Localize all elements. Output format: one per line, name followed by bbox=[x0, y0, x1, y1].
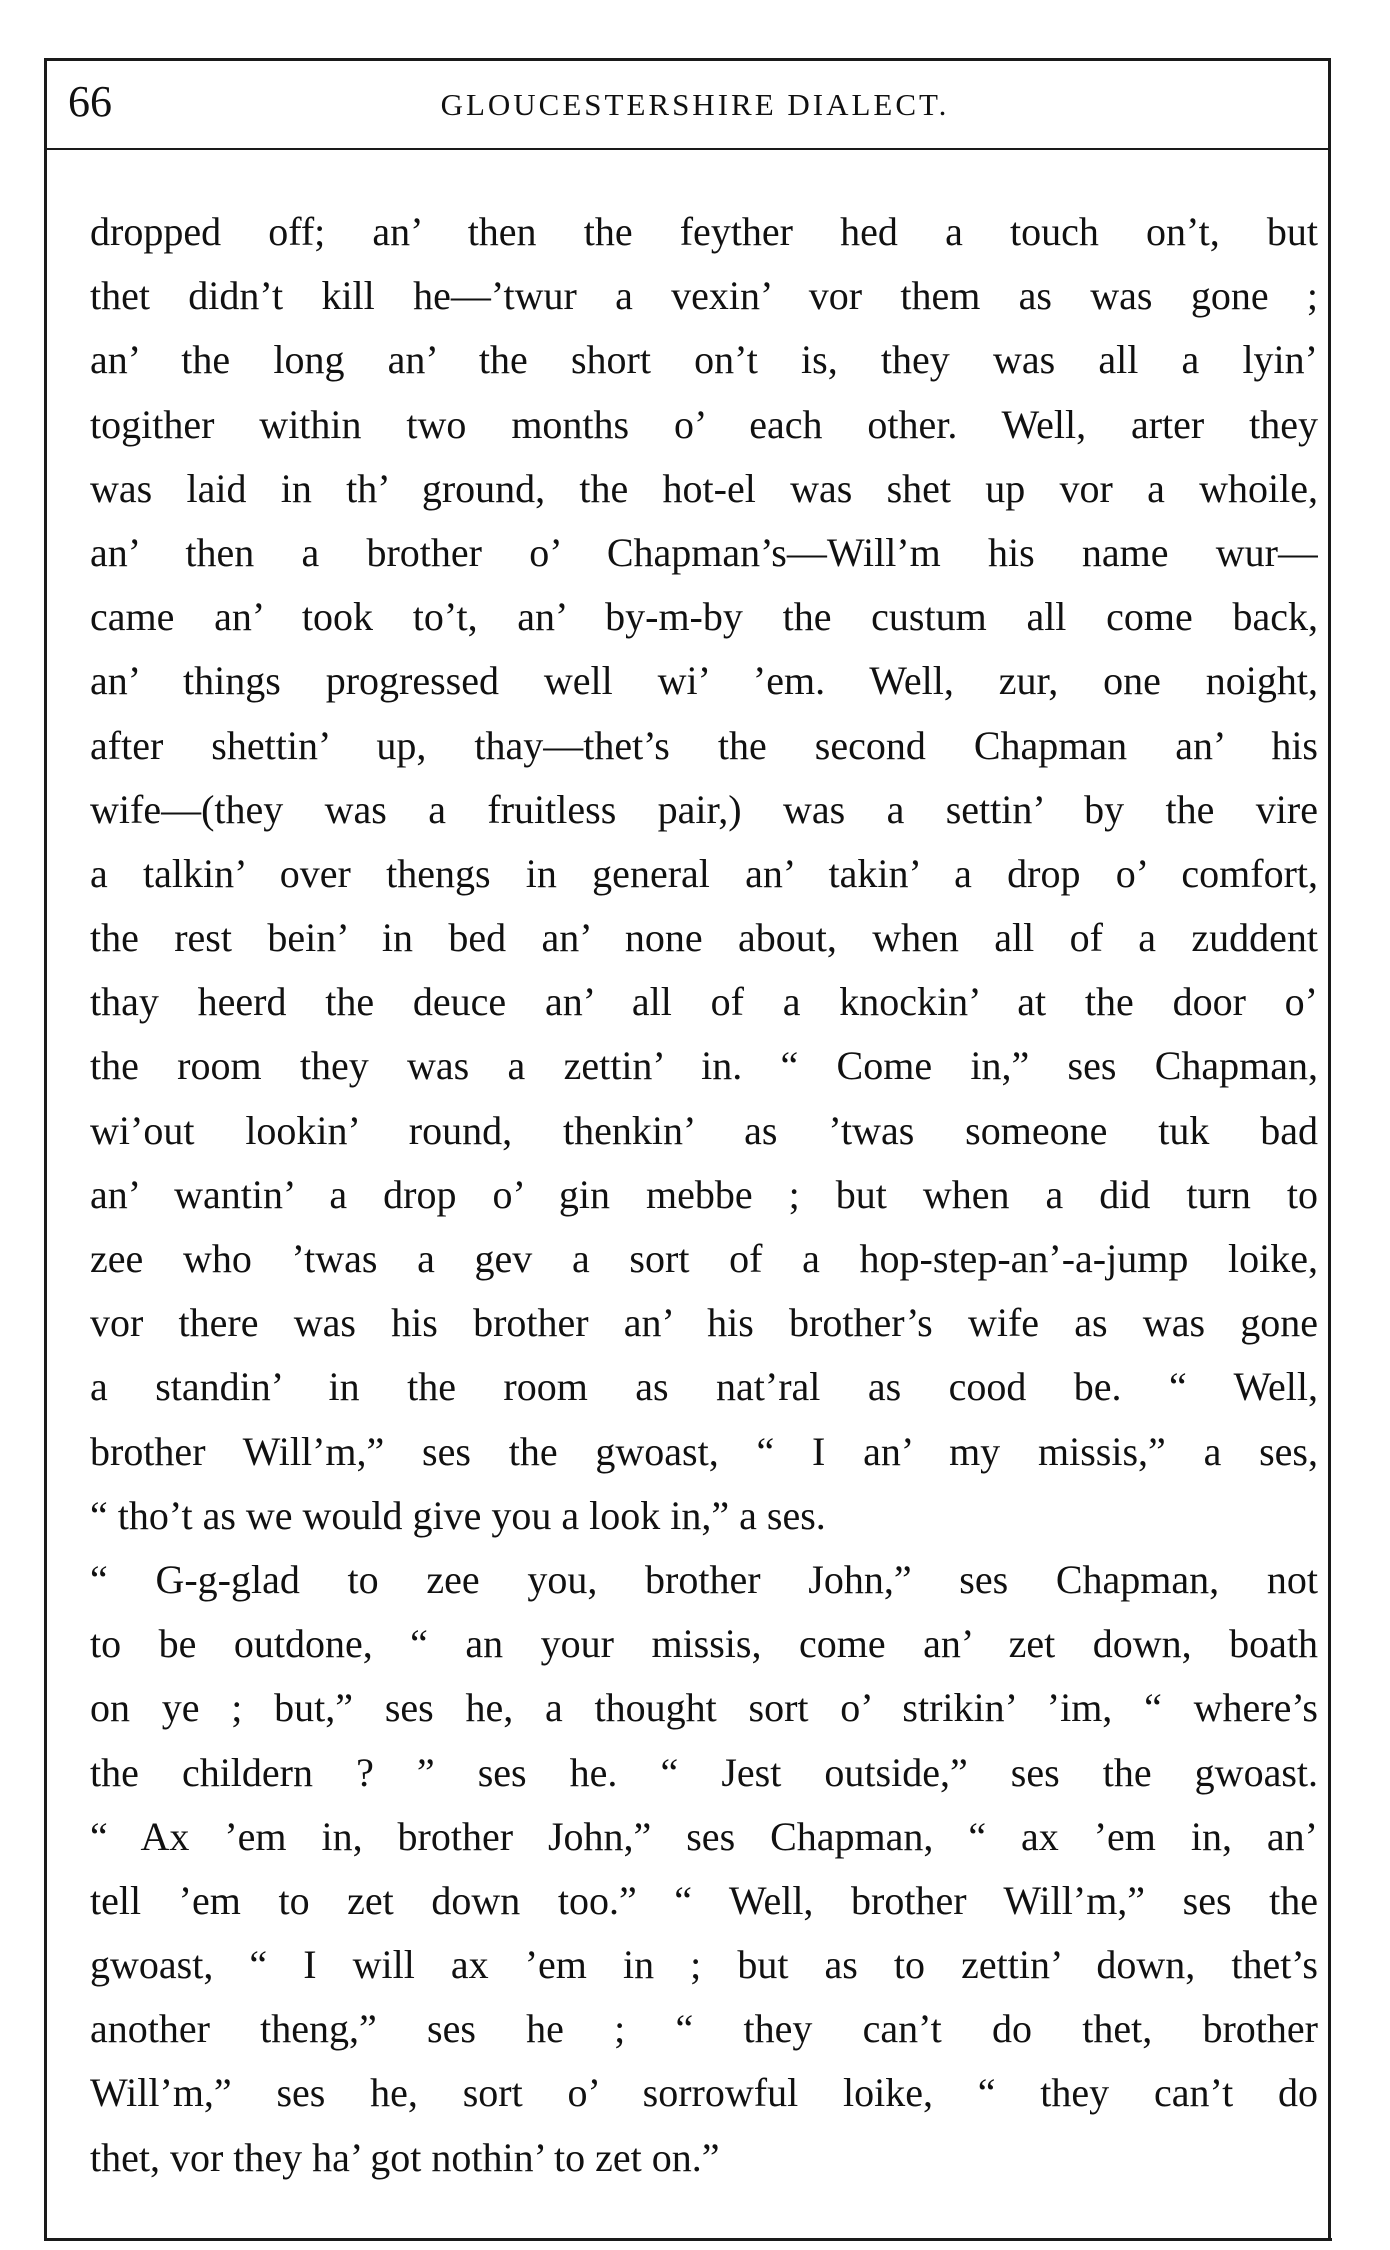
text-line: tell ’em to zet down too.” “ Well, brother Will’m,” ses the bbox=[90, 1877, 1318, 1923]
text-line: wi’out lookin’ round, thenkin’ as ’twas someone tuk bad bbox=[90, 1107, 1318, 1153]
text-line: on ye ; but,” ses he, a thought sort o’ strikin’ ’im, “ where’s bbox=[90, 1685, 1318, 1731]
text-line: thay heerd the deuce an’ all of a knockin’ at the door o’ bbox=[90, 979, 1318, 1025]
text-line: vor there was his brother an’ his brother’s wife as was gone bbox=[90, 1300, 1318, 1346]
text-line: the childern ? ” ses he. “ Jest outside,” ses the gwoast. bbox=[90, 1749, 1318, 1795]
top-rule bbox=[44, 58, 1330, 61]
running-title: GLOUCESTERSHIRE DIALECT. bbox=[440, 87, 950, 122]
text-line: a talkin’ over thengs in general an’ takin’ a drop o’ comfort, bbox=[90, 850, 1318, 896]
text-line: an’ things progressed well wi’ ’em. Well, zur, one noight, bbox=[90, 658, 1318, 704]
text-line: to be outdone, “ an your missis, come an’ zet down, boath bbox=[90, 1621, 1318, 1667]
text-line: an’ wantin’ a drop o’ gin mebbe ; but when a did turn to bbox=[90, 1171, 1318, 1217]
text-line: “ Ax ’em in, brother John,” ses Chapman, “ ax ’em in, an’ bbox=[90, 1813, 1318, 1859]
text-line: togither within two months o’ each other. Well, arter they bbox=[90, 401, 1318, 447]
text-line: gwoast, “ I will ax ’em in ; but as to zettin’ down, thet’s bbox=[90, 1942, 1318, 1988]
text-line: Will’m,” ses he, sort o’ sorrowful loike, “ they can’t do bbox=[90, 2070, 1318, 2116]
text-line: the room they was a zettin’ in. “ Come in,” ses Chapman, bbox=[90, 1043, 1318, 1089]
text-line: was laid in th’ ground, the hot-el was shet up vor a whoile, bbox=[90, 465, 1318, 511]
text-line: “ G-g-glad to zee you, brother John,” ses Chapman, not bbox=[90, 1556, 1318, 1602]
paragraph-last-line: thet, vor they ha’ got nothin’ to zet on.” bbox=[90, 2134, 720, 2180]
text-line: dropped off; an’ then the feyther hed a touch on’t, but bbox=[90, 209, 1318, 254]
text-line: a standin’ in the room as nat’ral as cood be. “ Well, bbox=[90, 1364, 1318, 1410]
paragraph-last-line: “ tho’t as we would give you a look in,” a ses. bbox=[90, 1492, 826, 1538]
text-line: after shettin’ up, thay—thet’s the second Chapman an’ his bbox=[90, 722, 1318, 768]
text-line: came an’ took to’t, an’ by-m-by the custum all come back, bbox=[90, 594, 1318, 640]
text-line: zee who ’twas a gev a sort of a hop-step-an’-a-jump loike, bbox=[90, 1236, 1318, 1281]
text-line: an’ then a brother o’ Chapman’s—Will’m his name wur— bbox=[90, 529, 1318, 575]
text-line: wife—(they was a fruitless pair,) was a settin’ by the vire bbox=[90, 786, 1318, 832]
text-line: the rest bein’ in bed an’ none about, when all of a zuddent bbox=[90, 915, 1318, 961]
page-border-right bbox=[1328, 58, 1331, 2241]
page-border-left bbox=[44, 58, 47, 2241]
body-text bbox=[90, 200, 1318, 2190]
text-line: another theng,” ses he ; “ they can’t do thet, brother bbox=[90, 2006, 1318, 2052]
text-line: brother Will’m,” ses the gwoast, “ I an’ my missis,” a ses, bbox=[90, 1428, 1318, 1474]
header-rule bbox=[44, 148, 1330, 150]
text-line: thet didn’t kill he—’twur a vexin’ vor them as was gone ; bbox=[90, 273, 1318, 319]
bottom-rule bbox=[44, 2238, 1332, 2241]
text-line: an’ the long an’ the short on’t is, they was all a lyin’ bbox=[90, 337, 1318, 383]
page-number: 66 bbox=[68, 77, 112, 126]
